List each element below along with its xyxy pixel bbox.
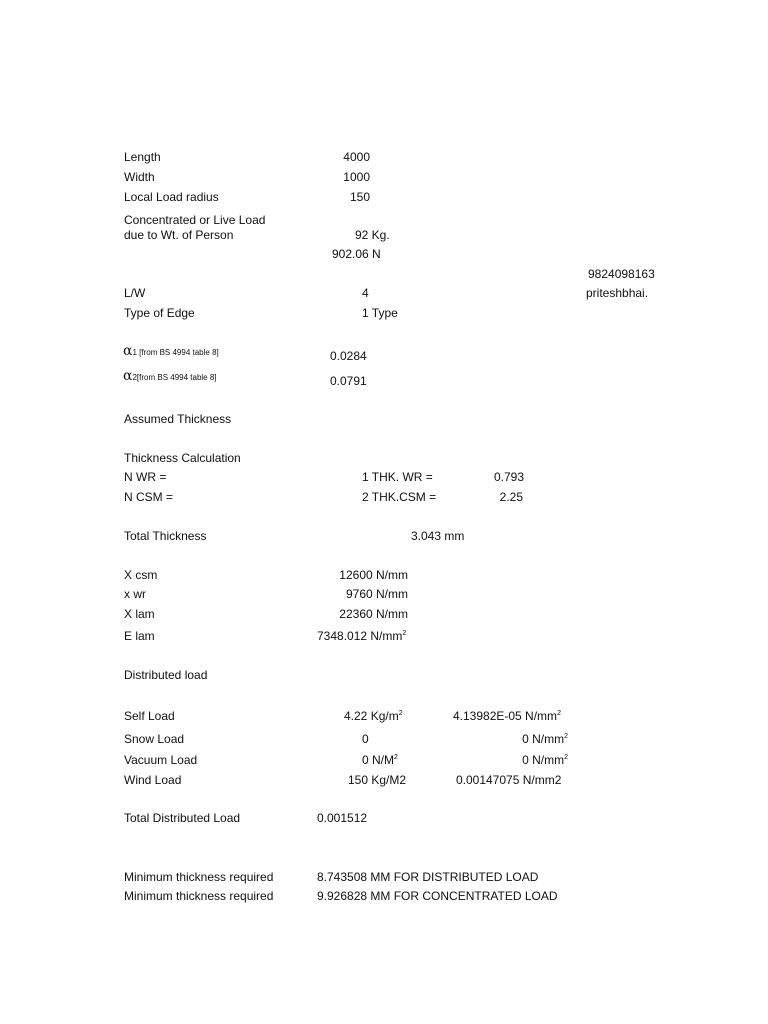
contact-name: priteshbhai. [586,286,649,300]
self-load-label: Self Load [124,709,175,723]
edge-type-value: 1 Type [362,306,398,320]
min-thickness-distributed-value: 8.743508 MM FOR DISTRIBUTED LOAD [317,870,539,884]
min-thickness-concentrated-value: 9.926828 MM FOR CONCENTRATED LOAD [317,889,558,903]
wind-load-label: Wind Load [124,773,182,787]
min-thickness-concentrated-label: Minimum thickness required [124,889,274,903]
x-csm-value: 12600 N/mm [339,568,408,582]
alpha2-value: 0.0791 [330,374,367,388]
wind-load-value: 150 Kg/M2 [348,773,407,787]
local-load-radius-label: Local Load radius [124,190,219,204]
n-wr-value: 1 THK. WR = [362,470,433,484]
concentrated-load-n: 902.06 N [332,247,381,261]
assumed-thickness-heading: Assumed Thickness [124,412,232,426]
min-thickness-distributed-label: Minimum thickness required [124,870,274,884]
x-wr-label: x wr [124,587,146,601]
total-distributed-load-value: 0.001512 [317,811,368,825]
x-wr-value: 9760 N/mm [345,587,408,601]
lw-value: 4 [362,286,369,300]
self-load-value: 4.22 $Kg/m^2$ [344,709,403,723]
alpha1-value: 0.0284 [330,349,367,363]
alpha2-label [123,369,217,385]
thickness-calculation-heading: Thickness Calculation [124,451,241,465]
alpha1-symbol: α [123,343,133,359]
x-lam-value: 22360 N/mm [339,607,408,621]
contact-phone: 9824098163 [588,267,655,281]
width-label: Width [124,170,155,184]
vacuum-load-value: 0 $N/M^2$ [362,753,398,767]
lw-label: L/W [124,286,146,300]
alpha2-symbol: α [123,368,133,384]
snow-load-label: Snow Load [124,732,185,746]
vacuum-load-converted: 0 $N/mm^2$ [522,753,568,767]
snow-load-converted: 0 $N/mm^2$ [522,732,568,746]
n-csm-label: N CSM = [124,490,174,504]
x-csm-label: X csm [124,568,158,582]
alpha1-label [123,344,219,360]
wind-load-converted: 0.00147075 N/mm2 [456,773,562,787]
e-lam-label: E lam [124,629,155,643]
n-csm-value: 2 THK.CSM = [362,490,437,504]
total-distributed-load-label: Total Distributed Load [124,811,241,825]
local-load-radius-value: 150 [349,190,370,204]
alpha2-subscript: 2[from BS 4994 table 8] [132,373,217,382]
vacuum-load-label: Vacuum Load [124,753,198,767]
alpha1-subscript: 1 [from BS 4994 table 8] [132,348,219,357]
n-wr-label: N WR = [124,470,167,484]
self-load-converted: 4.13982E-05 $N/mm^2$ [453,709,561,723]
x-lam-label: X lam [124,607,155,621]
concentrated-load-label-line2: due to Wt. of Person [124,228,234,242]
total-thickness-value: 3.043 mm [411,529,465,543]
concentrated-load-label-line1: Concentrated or Live Load [124,213,266,227]
width-value: 1000 [343,170,370,184]
length-value: 4000 [343,150,370,164]
snow-load-value: 0 [362,732,369,746]
distributed-load-heading: Distributed load [124,668,208,682]
total-thickness-label: Total Thickness [124,529,207,543]
length-label: Length [124,150,161,164]
concentrated-load-kg: 92 Kg. [355,228,390,242]
thk-wr-value: 0.793 [493,470,524,484]
thk-csm-value: 2.25 [499,490,523,504]
edge-type-label: Type of Edge [124,306,195,320]
e-lam-value: 7348.012 $N/mm^2$ [317,629,407,643]
